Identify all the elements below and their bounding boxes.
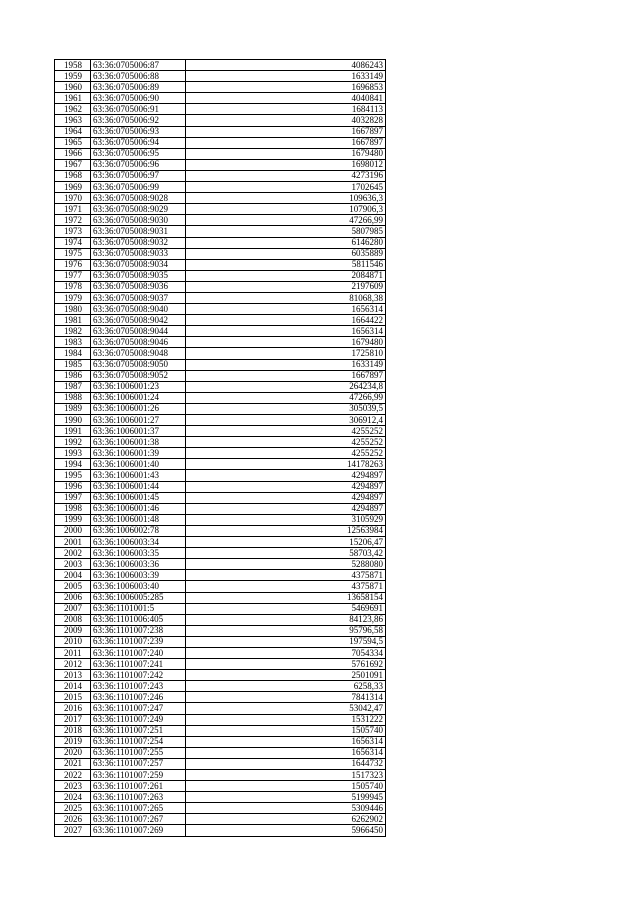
cadastral-number-cell: 63:36:1006005:285 [91, 592, 186, 603]
table-row [55, 148, 386, 159]
cadastral-number-cell: 63:36:1101007:241 [91, 659, 186, 670]
cadastral-number-cell: 63:36:1006003:34 [91, 537, 186, 548]
row-number-cell: 1985 [55, 359, 91, 370]
value-cell: 1644732 [186, 758, 386, 769]
row-number-cell: 1987 [55, 381, 91, 392]
row-number-cell: 1969 [55, 182, 91, 193]
row-number-cell: 2000 [55, 525, 91, 536]
cadastral-number-cell: 63:36:1101007:251 [91, 725, 186, 736]
cadastral-number-cell: 63:36:0705006:97 [91, 170, 186, 181]
table-row [55, 259, 386, 270]
row-number-cell: 1983 [55, 337, 91, 348]
table-row [55, 370, 386, 381]
cadastral-number-cell: 63:36:1101007:242 [91, 670, 186, 681]
value-cell: 1696853 [186, 82, 386, 93]
table-row [55, 636, 386, 647]
value-cell: 58703,42 [186, 548, 386, 559]
value-cell: 1667897 [186, 370, 386, 381]
value-cell: 306912,4 [186, 415, 386, 426]
table-row [55, 126, 386, 137]
row-number-cell: 1992 [55, 437, 91, 448]
cadastral-number-cell: 63:36:0705006:93 [91, 126, 186, 137]
cadastral-number-cell: 63:36:1006001:26 [91, 403, 186, 414]
cadastral-value-table [54, 59, 386, 837]
table-row [55, 60, 386, 71]
table-row [55, 492, 386, 503]
row-number-cell: 2005 [55, 581, 91, 592]
row-number-cell: 1976 [55, 259, 91, 270]
cadastral-number-cell: 63:36:0705008:9036 [91, 281, 186, 292]
table-row [55, 193, 386, 204]
table-row [55, 625, 386, 636]
cadastral-number-cell: 63:36:0705006:99 [91, 182, 186, 193]
row-number-cell: 1982 [55, 326, 91, 337]
value-cell: 47266,99 [186, 392, 386, 403]
table-row [55, 758, 386, 769]
cadastral-number-cell: 63:36:1006001:46 [91, 503, 186, 514]
value-cell: 2084871 [186, 270, 386, 281]
value-cell: 4255252 [186, 426, 386, 437]
table-row [55, 403, 386, 414]
table-row [55, 459, 386, 470]
table-row [55, 359, 386, 370]
value-cell: 1656314 [186, 747, 386, 758]
row-number-cell: 1972 [55, 215, 91, 226]
row-number-cell: 2009 [55, 625, 91, 636]
cadastral-number-cell: 63:36:0705006:91 [91, 104, 186, 115]
value-cell: 4294897 [186, 503, 386, 514]
row-number-cell: 1968 [55, 170, 91, 181]
cadastral-number-cell: 63:36:1006002:78 [91, 525, 186, 536]
row-number-cell: 1996 [55, 481, 91, 492]
row-number-cell: 2023 [55, 781, 91, 792]
row-number-cell: 1990 [55, 415, 91, 426]
row-number-cell: 2012 [55, 659, 91, 670]
value-cell: 264234,8 [186, 381, 386, 392]
cadastral-number-cell: 63:36:0705006:95 [91, 148, 186, 159]
row-number-cell: 2015 [55, 692, 91, 703]
value-cell: 4375871 [186, 570, 386, 581]
table-row [55, 725, 386, 736]
row-number-cell: 2010 [55, 636, 91, 647]
value-cell: 1531222 [186, 714, 386, 725]
cadastral-number-cell: 63:36:0705008:9044 [91, 326, 186, 337]
cadastral-number-cell: 63:36:0705008:9031 [91, 226, 186, 237]
table-body [55, 60, 386, 837]
row-number-cell: 2019 [55, 736, 91, 747]
value-cell: 1679480 [186, 148, 386, 159]
cadastral-number-cell: 63:36:0705008:9032 [91, 237, 186, 248]
row-number-cell: 1977 [55, 270, 91, 281]
table-row [55, 781, 386, 792]
cadastral-number-cell: 63:36:0705008:9028 [91, 193, 186, 204]
table-row [55, 747, 386, 758]
value-cell: 1517323 [186, 770, 386, 781]
row-number-cell: 2016 [55, 703, 91, 714]
cadastral-number-cell: 63:36:1101001:5 [91, 603, 186, 614]
table-row [55, 337, 386, 348]
value-cell: 5199945 [186, 792, 386, 803]
cadastral-number-cell: 63:36:1006001:48 [91, 514, 186, 525]
table-row [55, 315, 386, 326]
cadastral-number-cell: 63:36:1101007:269 [91, 825, 186, 836]
value-cell: 1667897 [186, 126, 386, 137]
table-row [55, 248, 386, 259]
table-row [55, 525, 386, 536]
table-row [55, 537, 386, 548]
row-number-cell: 1971 [55, 204, 91, 215]
value-cell: 1725810 [186, 348, 386, 359]
cadastral-number-cell: 63:36:0705006:89 [91, 82, 186, 93]
cadastral-number-cell: 63:36:1006003:40 [91, 581, 186, 592]
cadastral-number-cell: 63:36:0705008:9030 [91, 215, 186, 226]
value-cell: 6146280 [186, 237, 386, 248]
table-row [55, 170, 386, 181]
table-row [55, 159, 386, 170]
value-cell: 95796,58 [186, 625, 386, 636]
table-row [55, 592, 386, 603]
value-cell: 107906,3 [186, 204, 386, 215]
table-row [55, 559, 386, 570]
cadastral-number-cell: 63:36:0705008:9034 [91, 259, 186, 270]
cadastral-number-cell: 63:36:1006001:37 [91, 426, 186, 437]
row-number-cell: 1999 [55, 514, 91, 525]
table-row [55, 614, 386, 625]
table-row [55, 392, 386, 403]
table-row [55, 437, 386, 448]
table-row [55, 115, 386, 126]
table-row [55, 415, 386, 426]
value-cell: 4273196 [186, 170, 386, 181]
value-cell: 4086243 [186, 60, 386, 71]
row-number-cell: 1966 [55, 148, 91, 159]
cadastral-number-cell: 63:36:0705008:9048 [91, 348, 186, 359]
value-cell: 5469691 [186, 603, 386, 614]
value-cell: 197594,5 [186, 636, 386, 647]
table-row [55, 381, 386, 392]
row-number-cell: 1965 [55, 137, 91, 148]
row-number-cell: 2018 [55, 725, 91, 736]
value-cell: 15206,47 [186, 537, 386, 548]
row-number-cell: 1986 [55, 370, 91, 381]
row-number-cell: 2021 [55, 758, 91, 769]
cadastral-number-cell: 63:36:1101007:243 [91, 681, 186, 692]
row-number-cell: 2001 [55, 537, 91, 548]
value-cell: 53042,47 [186, 703, 386, 714]
row-number-cell: 1961 [55, 93, 91, 104]
row-number-cell: 1974 [55, 237, 91, 248]
cadastral-number-cell: 63:36:1006003:39 [91, 570, 186, 581]
row-number-cell: 2017 [55, 714, 91, 725]
value-cell: 4294897 [186, 481, 386, 492]
value-cell: 1702645 [186, 182, 386, 193]
row-number-cell: 2006 [55, 592, 91, 603]
table-row [55, 448, 386, 459]
value-cell: 5761692 [186, 659, 386, 670]
table-row [55, 514, 386, 525]
table-row [55, 581, 386, 592]
row-number-cell: 1960 [55, 82, 91, 93]
cadastral-number-cell: 63:36:1006001:40 [91, 459, 186, 470]
value-cell: 3105929 [186, 514, 386, 525]
cadastral-number-cell: 63:36:1101006:405 [91, 614, 186, 625]
row-number-cell: 2024 [55, 792, 91, 803]
value-cell: 1633149 [186, 71, 386, 82]
value-cell: 1656314 [186, 736, 386, 747]
row-number-cell: 2002 [55, 548, 91, 559]
row-number-cell: 2003 [55, 559, 91, 570]
table-row [55, 71, 386, 82]
cadastral-number-cell: 63:36:1006003:35 [91, 548, 186, 559]
row-number-cell: 1994 [55, 459, 91, 470]
table-row [55, 825, 386, 836]
row-number-cell: 1959 [55, 71, 91, 82]
table-row [55, 647, 386, 658]
row-number-cell: 1995 [55, 470, 91, 481]
row-number-cell: 1979 [55, 292, 91, 303]
cadastral-number-cell: 63:36:1101007:261 [91, 781, 186, 792]
row-number-cell: 2011 [55, 647, 91, 658]
table-row [55, 603, 386, 614]
table-row [55, 226, 386, 237]
value-cell: 4294897 [186, 492, 386, 503]
cadastral-number-cell: 63:36:1006001:43 [91, 470, 186, 481]
cadastral-number-cell: 63:36:1101007:249 [91, 714, 186, 725]
row-number-cell: 1967 [55, 159, 91, 170]
row-number-cell: 1984 [55, 348, 91, 359]
table-row [55, 548, 386, 559]
row-number-cell: 2025 [55, 803, 91, 814]
value-cell: 7054334 [186, 647, 386, 658]
row-number-cell: 1989 [55, 403, 91, 414]
cadastral-number-cell: 63:36:1101007:265 [91, 803, 186, 814]
cadastral-number-cell: 63:36:1101007:257 [91, 758, 186, 769]
row-number-cell: 2014 [55, 681, 91, 692]
value-cell: 1505740 [186, 725, 386, 736]
value-cell: 1664422 [186, 315, 386, 326]
value-cell: 1684113 [186, 104, 386, 115]
value-cell: 84123,86 [186, 614, 386, 625]
value-cell: 1698012 [186, 159, 386, 170]
cadastral-number-cell: 63:36:1006001:27 [91, 415, 186, 426]
table-row [55, 270, 386, 281]
cadastral-number-cell: 63:36:1101007:240 [91, 647, 186, 658]
value-cell: 2501091 [186, 670, 386, 681]
row-number-cell: 1978 [55, 281, 91, 292]
row-number-cell: 1975 [55, 248, 91, 259]
table-row [55, 304, 386, 315]
cadastral-number-cell: 63:36:1101007:259 [91, 770, 186, 781]
cadastral-number-cell: 63:36:1006001:24 [91, 392, 186, 403]
cadastral-number-cell: 63:36:0705008:9050 [91, 359, 186, 370]
value-cell: 1656314 [186, 326, 386, 337]
value-cell: 4375871 [186, 581, 386, 592]
table-row [55, 215, 386, 226]
value-cell: 5966450 [186, 825, 386, 836]
table-row [55, 237, 386, 248]
row-number-cell: 1980 [55, 304, 91, 315]
table-row [55, 736, 386, 747]
cadastral-number-cell: 63:36:1101007:254 [91, 736, 186, 747]
value-cell: 2197609 [186, 281, 386, 292]
row-number-cell: 1970 [55, 193, 91, 204]
cadastral-number-cell: 63:36:0705006:87 [91, 60, 186, 71]
value-cell: 4040841 [186, 93, 386, 104]
table-row [55, 326, 386, 337]
cadastral-number-cell: 63:36:1101007:255 [91, 747, 186, 758]
table-row [55, 681, 386, 692]
value-cell: 81068,38 [186, 292, 386, 303]
value-cell: 47266,99 [186, 215, 386, 226]
cadastral-number-cell: 63:36:0705008:9037 [91, 292, 186, 303]
value-cell: 7841314 [186, 692, 386, 703]
cadastral-number-cell: 63:36:0705006:88 [91, 71, 186, 82]
table-row [55, 182, 386, 193]
table-row [55, 348, 386, 359]
table-row [55, 104, 386, 115]
value-cell: 1679480 [186, 337, 386, 348]
row-number-cell: 2020 [55, 747, 91, 758]
value-cell: 14178263 [186, 459, 386, 470]
cadastral-number-cell: 63:36:0705006:90 [91, 93, 186, 104]
cadastral-number-cell: 63:36:0705008:9033 [91, 248, 186, 259]
table-row [55, 204, 386, 215]
cadastral-number-cell: 63:36:1006001:44 [91, 481, 186, 492]
value-cell: 4255252 [186, 448, 386, 459]
table-row [55, 814, 386, 825]
table-row [55, 714, 386, 725]
value-cell: 109636,3 [186, 193, 386, 204]
cadastral-number-cell: 63:36:1101007:246 [91, 692, 186, 703]
value-cell: 13658154 [186, 592, 386, 603]
cadastral-number-cell: 63:36:0705008:9029 [91, 204, 186, 215]
value-cell: 6258,33 [186, 681, 386, 692]
cadastral-number-cell: 63:36:1101007:263 [91, 792, 186, 803]
row-number-cell: 2004 [55, 570, 91, 581]
value-cell: 1667897 [186, 137, 386, 148]
cadastral-number-cell: 63:36:0705006:94 [91, 137, 186, 148]
table-row [55, 292, 386, 303]
row-number-cell: 2013 [55, 670, 91, 681]
table-row [55, 82, 386, 93]
cadastral-number-cell: 63:36:0705008:9042 [91, 315, 186, 326]
table-row [55, 703, 386, 714]
table-row [55, 93, 386, 104]
value-cell: 1633149 [186, 359, 386, 370]
cadastral-number-cell: 63:36:1006001:23 [91, 381, 186, 392]
cadastral-number-cell: 63:36:1006001:45 [91, 492, 186, 503]
cadastral-number-cell: 63:36:1101007:238 [91, 625, 186, 636]
row-number-cell: 1991 [55, 426, 91, 437]
table-row [55, 570, 386, 581]
cadastral-number-cell: 63:36:1006003:36 [91, 559, 186, 570]
value-cell: 5309446 [186, 803, 386, 814]
cadastral-number-cell: 63:36:1101007:239 [91, 636, 186, 647]
table-row [55, 481, 386, 492]
table-row [55, 281, 386, 292]
value-cell: 305039,5 [186, 403, 386, 414]
row-number-cell: 1981 [55, 315, 91, 326]
value-cell: 4032828 [186, 115, 386, 126]
cadastral-number-cell: 63:36:0705008:9052 [91, 370, 186, 381]
cadastral-number-cell: 63:36:0705008:9040 [91, 304, 186, 315]
table-row [55, 692, 386, 703]
cadastral-number-cell: 63:36:1006001:39 [91, 448, 186, 459]
cadastral-number-cell: 63:36:0705008:9035 [91, 270, 186, 281]
row-number-cell: 2026 [55, 814, 91, 825]
table-row [55, 503, 386, 514]
row-number-cell: 1998 [55, 503, 91, 514]
row-number-cell: 1962 [55, 104, 91, 115]
value-cell: 5811546 [186, 259, 386, 270]
row-number-cell: 1958 [55, 60, 91, 71]
cadastral-number-cell: 63:36:1101007:267 [91, 814, 186, 825]
cadastral-number-cell: 63:36:1006001:38 [91, 437, 186, 448]
value-cell: 6035889 [186, 248, 386, 259]
cadastral-number-cell: 63:36:0705006:96 [91, 159, 186, 170]
value-cell: 4255252 [186, 437, 386, 448]
table-row [55, 792, 386, 803]
value-cell: 1505740 [186, 781, 386, 792]
row-number-cell: 1988 [55, 392, 91, 403]
table-row [55, 426, 386, 437]
cadastral-number-cell: 63:36:0705006:92 [91, 115, 186, 126]
row-number-cell: 2027 [55, 825, 91, 836]
value-cell: 6262902 [186, 814, 386, 825]
row-number-cell: 1993 [55, 448, 91, 459]
row-number-cell: 1964 [55, 126, 91, 137]
table-row [55, 659, 386, 670]
value-cell: 12563984 [186, 525, 386, 536]
value-cell: 1656314 [186, 304, 386, 315]
value-cell: 5288080 [186, 559, 386, 570]
row-number-cell: 1963 [55, 115, 91, 126]
table-row [55, 137, 386, 148]
row-number-cell: 2008 [55, 614, 91, 625]
table-row [55, 470, 386, 481]
table-row [55, 670, 386, 681]
cadastral-number-cell: 63:36:0705008:9046 [91, 337, 186, 348]
row-number-cell: 1973 [55, 226, 91, 237]
row-number-cell: 2007 [55, 603, 91, 614]
table-row [55, 803, 386, 814]
table-row [55, 770, 386, 781]
cadastral-number-cell: 63:36:1101007:247 [91, 703, 186, 714]
value-cell: 4294897 [186, 470, 386, 481]
value-cell: 5807985 [186, 226, 386, 237]
row-number-cell: 1997 [55, 492, 91, 503]
row-number-cell: 2022 [55, 770, 91, 781]
